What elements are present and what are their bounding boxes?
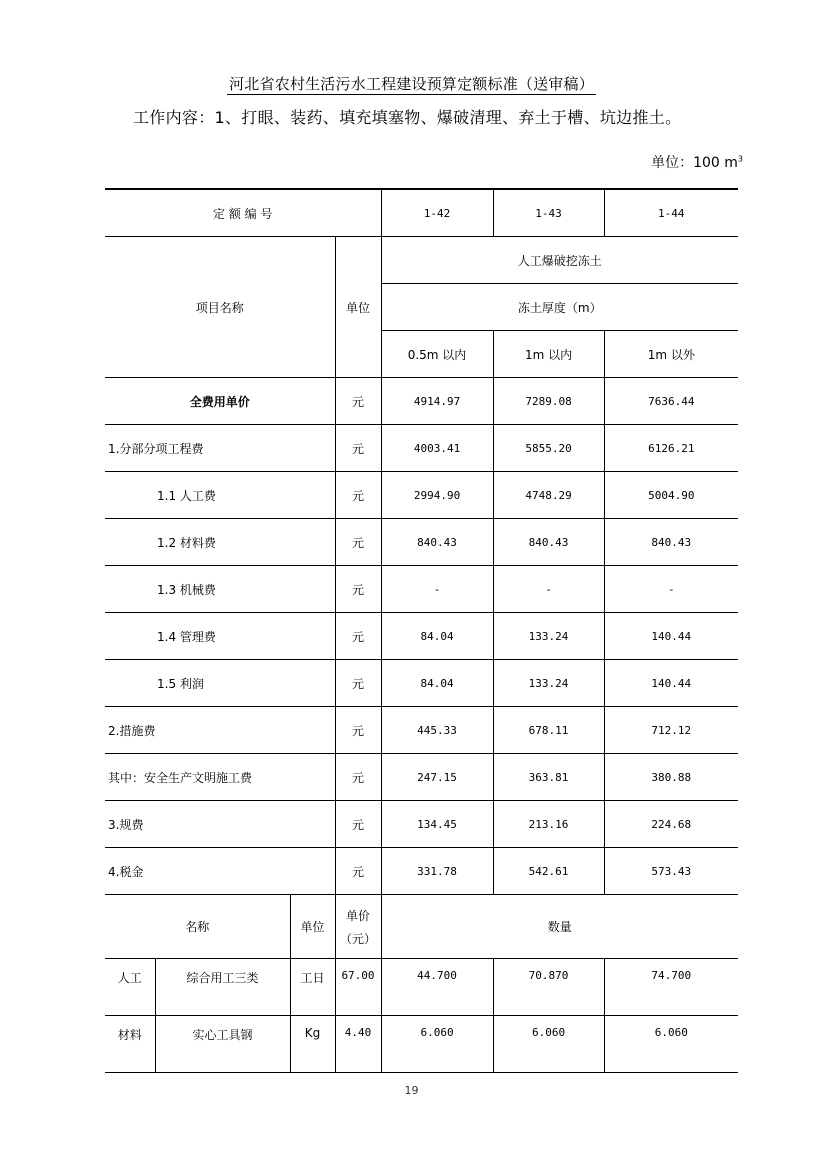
- cost-row: [105, 566, 738, 613]
- subcategory-label: 冻土厚度（m）: [381, 284, 738, 331]
- cost-name: 1.1 人工费: [105, 472, 335, 519]
- cost-value: 4914.97: [381, 378, 493, 425]
- resource-quantity: 6.060: [493, 1016, 604, 1073]
- document-title: 河北省农村生活污水工程建设预算定额标准（送审稿）: [229, 75, 594, 93]
- resource-quantity: 44.700: [381, 959, 493, 1016]
- resource-price-label: 单价 （元）: [335, 895, 381, 959]
- resource-category: 人工: [105, 959, 155, 1016]
- resource-price: 67.00: [335, 959, 381, 1016]
- cost-value: 133.24: [493, 613, 604, 660]
- code-label: 定 额 编 号: [105, 189, 381, 237]
- cost-value: 5855.20: [493, 425, 604, 472]
- unit-label: 单位：100 $m^3$: [651, 154, 743, 171]
- cost-unit: 元: [335, 425, 381, 472]
- resource-price: 4.40: [335, 1016, 381, 1073]
- code-row: [105, 189, 738, 237]
- variant-3: 1m 以外: [604, 331, 738, 378]
- variant-2: 1m 以内: [493, 331, 604, 378]
- cost-value: 573.43: [604, 848, 738, 895]
- cost-value: 140.44: [604, 660, 738, 707]
- cost-unit: 元: [335, 660, 381, 707]
- cost-unit: 元: [335, 848, 381, 895]
- cost-value: 7636.44: [604, 378, 738, 425]
- category-label: 人工爆破挖冻土: [381, 237, 738, 284]
- cost-value: 363.81: [493, 754, 604, 801]
- cost-unit: 元: [335, 472, 381, 519]
- cost-name: 1.分部分项工程费: [105, 425, 335, 472]
- cost-value: 678.11: [493, 707, 604, 754]
- resource-quantity-label: 数量: [381, 895, 738, 959]
- cost-value: 7289.08: [493, 378, 604, 425]
- cost-value: 4748.29: [493, 472, 604, 519]
- resource-unit: 工日: [290, 959, 335, 1016]
- cost-name: 2.措施费: [105, 707, 335, 754]
- cost-value: 2994.90: [381, 472, 493, 519]
- cost-row: [105, 801, 738, 848]
- cost-value: 224.68: [604, 801, 738, 848]
- cost-value: -: [604, 566, 738, 613]
- quota-table: [105, 188, 738, 1073]
- cost-name: 1.5 利润: [105, 660, 335, 707]
- resource-name: 实心工具钢: [155, 1016, 290, 1073]
- code-3: 1-44: [604, 189, 738, 237]
- cost-value: 5004.90: [604, 472, 738, 519]
- cost-name: 1.3 机械费: [105, 566, 335, 613]
- cost-value: 331.78: [381, 848, 493, 895]
- cost-value: 247.15: [381, 754, 493, 801]
- page-number: 19: [404, 1084, 419, 1097]
- cost-unit: 元: [335, 707, 381, 754]
- cost-name: 1.2 材料费: [105, 519, 335, 566]
- resource-quantity: 6.060: [604, 1016, 738, 1073]
- cost-row: [105, 425, 738, 472]
- cost-value: 840.43: [604, 519, 738, 566]
- variant-1: 0.5m 以内: [381, 331, 493, 378]
- cost-value: 445.33: [381, 707, 493, 754]
- cost-name: 3.规费: [105, 801, 335, 848]
- item-name-label: 项目名称: [105, 237, 335, 378]
- cost-value: -: [493, 566, 604, 613]
- resource-name-label: 名称: [105, 895, 290, 959]
- cost-row: [105, 613, 738, 660]
- cost-value: 140.44: [604, 613, 738, 660]
- cost-row: [105, 707, 738, 754]
- resource-category: 材料: [105, 1016, 155, 1073]
- cost-value: -: [381, 566, 493, 613]
- cost-row: [105, 848, 738, 895]
- cost-unit: 元: [335, 566, 381, 613]
- cost-value: 213.16: [493, 801, 604, 848]
- cost-value: 6126.21: [604, 425, 738, 472]
- header-row-category: [105, 237, 738, 284]
- code-2: 1-43: [493, 189, 604, 237]
- cost-value: 542.61: [493, 848, 604, 895]
- unit-column-label: 单位: [335, 237, 381, 378]
- cost-name: 4.税金: [105, 848, 335, 895]
- cost-value: 840.43: [493, 519, 604, 566]
- cost-value: 380.88: [604, 754, 738, 801]
- cost-name: 其中：安全生产文明施工费: [105, 754, 335, 801]
- cost-row: [105, 660, 738, 707]
- resource-quantity: 70.870: [493, 959, 604, 1016]
- cost-value: 712.12: [604, 707, 738, 754]
- cost-unit: 元: [335, 519, 381, 566]
- cost-unit: 元: [335, 613, 381, 660]
- cost-row: [105, 754, 738, 801]
- cost-row-total: [105, 378, 738, 425]
- cost-name: 1.4 管理费: [105, 613, 335, 660]
- cost-value: 840.43: [381, 519, 493, 566]
- cost-row: [105, 519, 738, 566]
- cost-value: 84.04: [381, 660, 493, 707]
- resource-quantity: 6.060: [381, 1016, 493, 1073]
- resource-header-row: [105, 895, 738, 959]
- cost-value: 133.24: [493, 660, 604, 707]
- cost-unit: 元: [335, 801, 381, 848]
- resource-row: [105, 1016, 738, 1073]
- resource-unit: Kg: [290, 1016, 335, 1073]
- cost-value: 134.45: [381, 801, 493, 848]
- cost-row: [105, 472, 738, 519]
- resource-row: [105, 959, 738, 1016]
- resource-unit-label: 单位: [290, 895, 335, 959]
- cost-unit: 元: [335, 754, 381, 801]
- code-1: 1-42: [381, 189, 493, 237]
- cost-value: 84.04: [381, 613, 493, 660]
- cost-value: 4003.41: [381, 425, 493, 472]
- resource-name: 综合用工三类: [155, 959, 290, 1016]
- work-content: 工作内容：1、打眼、装药、填充填塞物、爆破清理、弃土于槽、坑边推土。: [133, 108, 682, 127]
- cost-name: 全费用单价: [105, 378, 335, 425]
- cost-unit: 元: [335, 378, 381, 425]
- resource-quantity: 74.700: [604, 959, 738, 1016]
